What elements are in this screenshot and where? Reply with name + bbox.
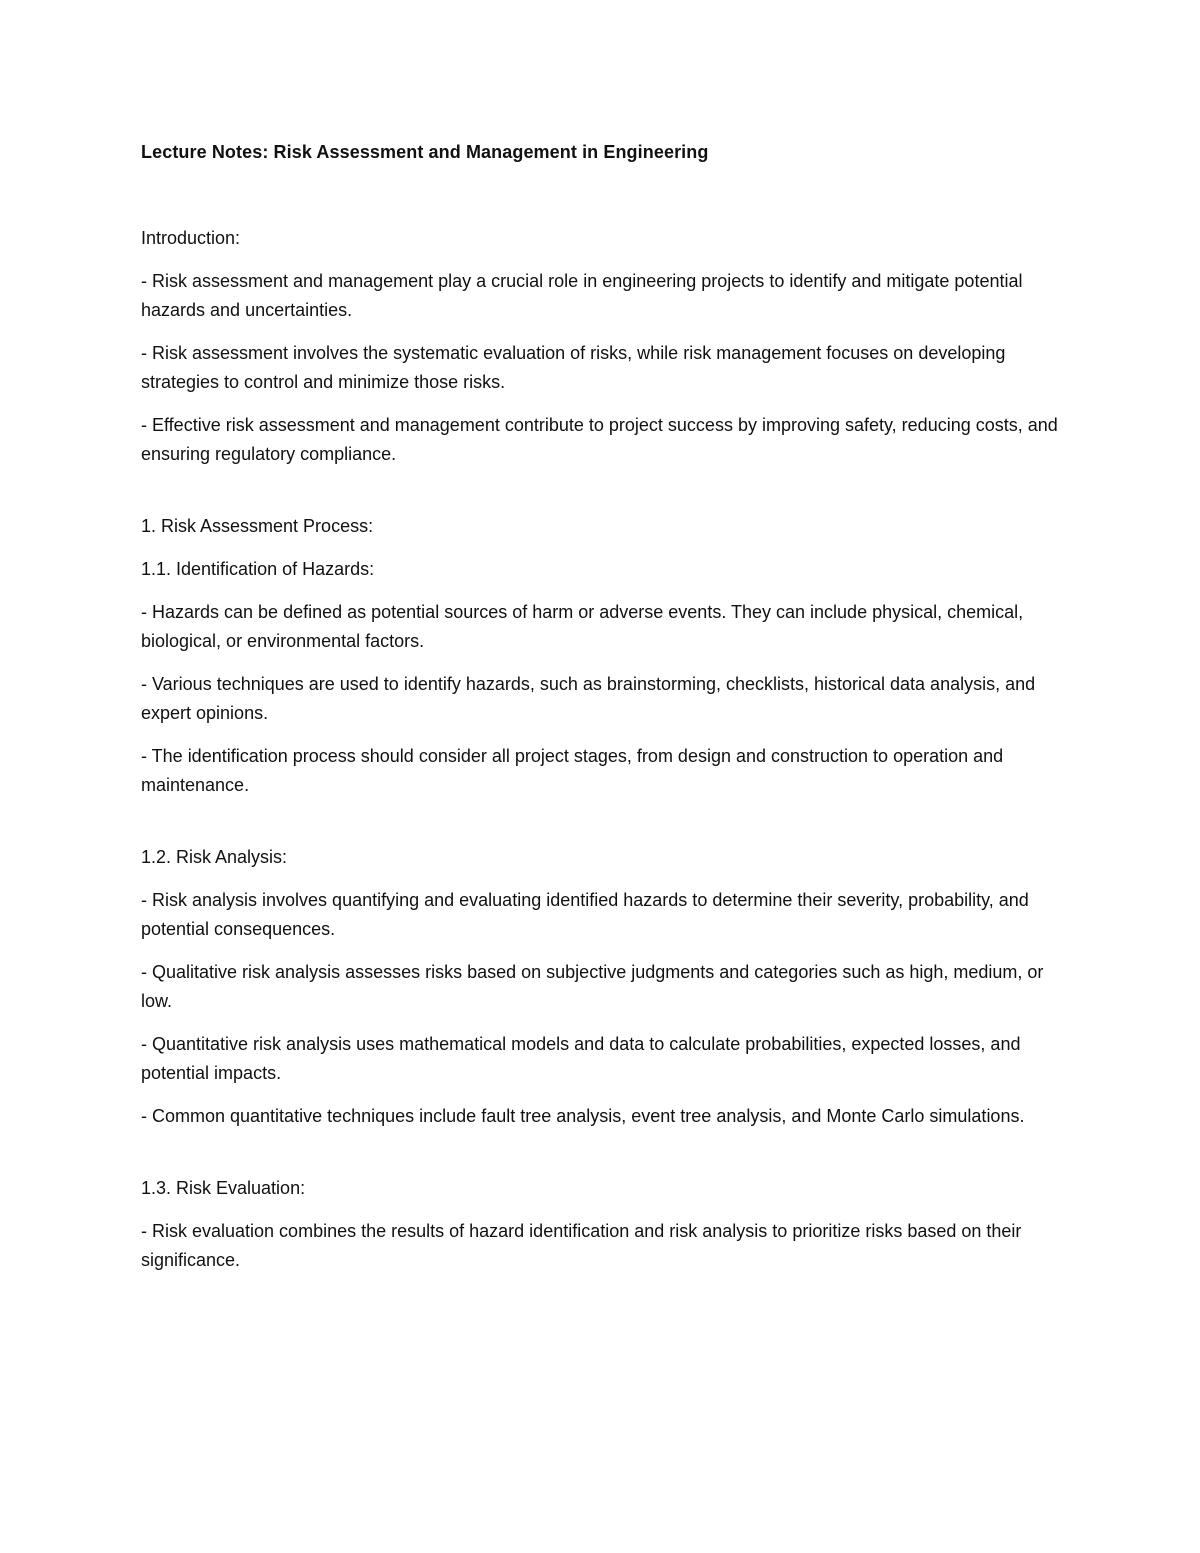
document-page xyxy=(141,138,1071,1289)
bullet-paragraph: - Hazards can be defined as potential sources of harm or adverse events. They can include physical, chemical, biological, or environmental factors. xyxy=(141,602,1024,651)
spacer xyxy=(141,814,1071,843)
subsection-heading: 1.2. Risk Analysis: xyxy=(141,847,288,867)
spacer xyxy=(141,1145,1071,1174)
bullet-paragraph: - Risk evaluation combines the results of hazard identification and risk analysis to prioritize risks based on their significance. xyxy=(141,1221,1022,1270)
intro-paragraph: - Risk assessment involves the systematic evaluation of risks, while risk management focuses on developing strategies to control and minimize those risks. xyxy=(141,343,1006,392)
introduction-heading: Introduction: xyxy=(141,228,241,248)
bullet-paragraph: - Quantitative risk analysis uses mathematical models and data to calculate probabilities, expected losses, and potential impacts. xyxy=(141,1034,1021,1083)
intro-paragraph: - Risk assessment and management play a crucial role in engineering projects to identify and mitigate potential hazards and uncertainties. xyxy=(141,271,1023,320)
spacer xyxy=(141,483,1071,512)
document-title: Lecture Notes: Risk Assessment and Management in Engineering xyxy=(141,142,709,162)
risk-analysis-subsection xyxy=(141,843,1071,1131)
risk-evaluation-subsection xyxy=(141,1174,1071,1275)
introduction-section xyxy=(141,224,1071,469)
identification-subsection xyxy=(141,555,1071,800)
section-heading: 1. Risk Assessment Process: xyxy=(141,516,374,536)
bullet-paragraph: - Qualitative risk analysis assesses risks based on subjective judgments and categories such as high, medium, or low. xyxy=(141,962,1044,1011)
risk-assessment-section xyxy=(141,512,1071,1275)
intro-paragraph: - Effective risk assessment and management contribute to project success by improving safety, reducing costs, and ensuring regulatory compliance. xyxy=(141,415,1058,464)
bullet-paragraph: - Various techniques are used to identify hazards, such as brainstorming, checklists, historical data analysis, and expert opinions. xyxy=(141,674,1036,723)
bullet-paragraph: - Common quantitative techniques include fault tree analysis, event tree analysis, and Monte Carlo simulations. xyxy=(141,1106,1025,1126)
subsection-heading: 1.1. Identification of Hazards: xyxy=(141,559,375,579)
subsection-heading: 1.3. Risk Evaluation: xyxy=(141,1178,306,1198)
bullet-paragraph: - Risk analysis involves quantifying and evaluating identified hazards to determine their severity, probability, and potential consequences. xyxy=(141,890,1029,939)
bullet-paragraph: - The identification process should consider all project stages, from design and construction to operation and maintenance. xyxy=(141,746,1004,795)
